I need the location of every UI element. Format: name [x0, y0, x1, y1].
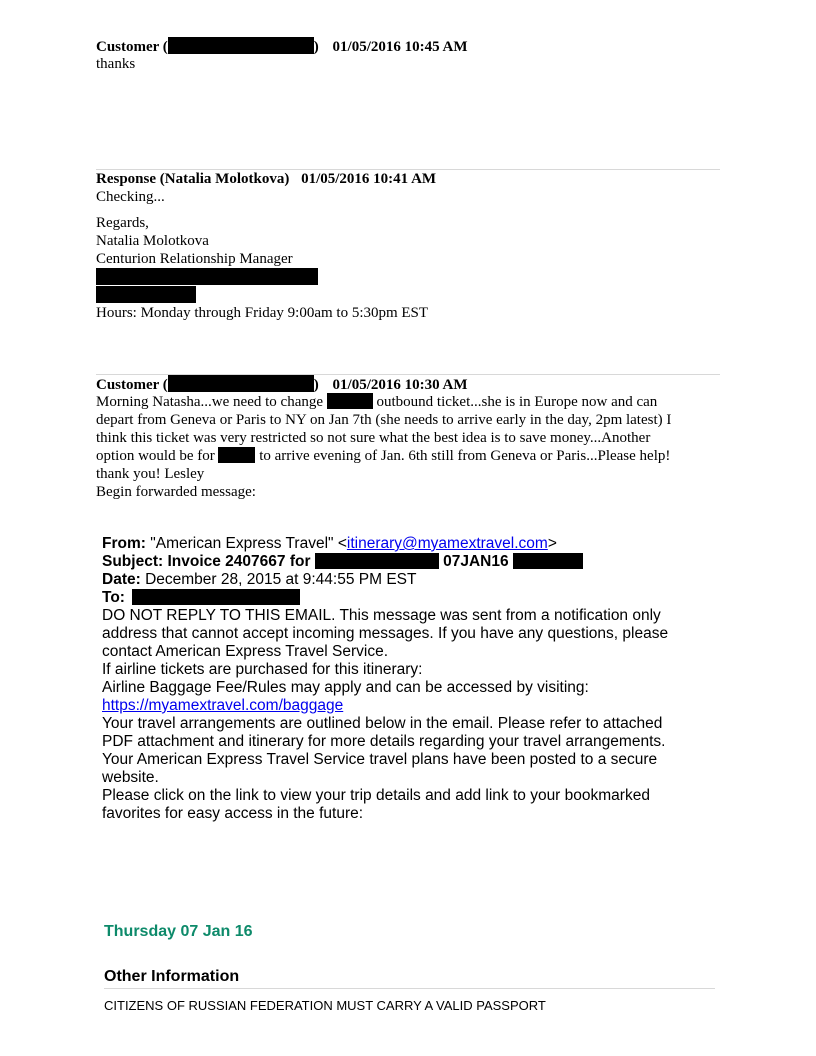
itinerary-day-heading: Thursday 07 Jan 16	[104, 923, 253, 940]
forward-body-line: Your travel arrangements are outlined below in the email. Please refer to attached	[102, 715, 663, 732]
message-body-line: depart from Geneva or Paris to NY on Jan 7th (she needs to arrive early in the day, 2pm latest) I	[96, 412, 672, 428]
redacted-block	[315, 553, 439, 569]
baggage-link[interactable]: https://myamextravel.com/baggage	[102, 697, 344, 714]
subject-label: Subject:	[102, 553, 164, 570]
redacted-block	[327, 393, 373, 409]
to-label: To:	[102, 589, 125, 606]
baggage-link-line	[102, 697, 343, 715]
message-body-line: option would be for to arrive evening of Jan. 6th still from Geneva or Paris...Please help!	[96, 448, 671, 464]
forward-body-line: contact American Express Travel Service.	[102, 643, 389, 660]
redacted-block	[96, 286, 196, 303]
forward-body-line: Please click on the link to view your trip details and add link to your bookmarked	[102, 787, 650, 804]
signature-regards: Regards,	[96, 215, 149, 231]
forward-subject-line: Subject: Invoice 2407667 for 07JAN16	[102, 553, 583, 571]
signature-title: Centurion Relationship Manager	[96, 251, 293, 267]
message-timestamp: 01/05/2016 10:45 AM	[332, 39, 468, 55]
redacted-block	[168, 37, 314, 54]
forward-body-line: PDF attachment and itinerary for more details regarding your travel arrangements.	[102, 733, 666, 750]
redacted-block	[132, 589, 300, 605]
forward-body-line: favorites for easy access in the future:	[102, 805, 364, 822]
forward-body-line: Your American Express Travel Service travel plans have been posted to a secure	[102, 751, 658, 768]
message-body-line: Begin forwarded message:	[96, 484, 256, 500]
forward-body-line: If airline tickets are purchased for this itinerary:	[102, 661, 423, 678]
from-label: From:	[102, 535, 146, 552]
signature-hours: Hours: Monday through Friday 9:00am to 5:30pm EST	[96, 305, 429, 321]
signature-name: Natalia Molotkova	[96, 233, 209, 249]
redacted-block	[513, 553, 583, 569]
other-info-text: CITIZENS OF RUSSIAN FEDERATION MUST CARRY A VALID PASSPORT	[104, 998, 546, 1013]
forward-body-line: Airline Baggage Fee/Rules may apply and can be accessed by visiting:	[102, 679, 589, 696]
message-header-customer-1: Customer ( ) 01/05/2016 10:45 AM	[96, 39, 468, 55]
forward-body-line: address that cannot accept incoming messages. If you have any questions, please	[102, 625, 669, 642]
sender-label: Customer (	[96, 377, 168, 393]
redacted-block	[168, 375, 314, 392]
forward-date-line: Date: December 28, 2015 at 9:44:55 PM EST	[102, 571, 417, 588]
forward-body-line: DO NOT REPLY TO THIS EMAIL. This message was sent from a notification only	[102, 607, 661, 624]
message-header-response	[96, 170, 436, 188]
redacted-block	[96, 268, 318, 285]
section-divider	[104, 988, 715, 989]
message-header-customer-2: Customer ( ) 01/05/2016 10:30 AM	[96, 377, 468, 393]
other-info-heading: Other Information	[104, 968, 240, 985]
forward-to-line	[102, 589, 300, 607]
message-body-line: thank you! Lesley	[96, 466, 205, 482]
message-body: thanks	[96, 56, 136, 72]
message-body-line: Morning Natasha...we need to change outbound ticket...she is in Europe now and can	[96, 394, 658, 410]
from-email-link[interactable]: itinerary@myamextravel.com	[346, 535, 548, 552]
message-timestamp: 01/05/2016 10:41 AM	[301, 171, 437, 187]
message-body: Checking...	[96, 189, 165, 205]
sender-label: Customer (	[96, 39, 168, 55]
message-body-line: think this ticket was very restricted so not sure what the best idea is to save money...Another	[96, 430, 651, 446]
redacted-block	[218, 447, 255, 463]
message-timestamp: 01/05/2016 10:30 AM	[332, 377, 468, 393]
forward-from-line: From: "American Express Travel" <itinerary@myamextravel.com>	[102, 535, 557, 552]
forward-body-line: website.	[102, 769, 159, 786]
date-label: Date:	[102, 571, 141, 588]
sender-label: Response (Natalia Molotkova)	[96, 171, 290, 187]
